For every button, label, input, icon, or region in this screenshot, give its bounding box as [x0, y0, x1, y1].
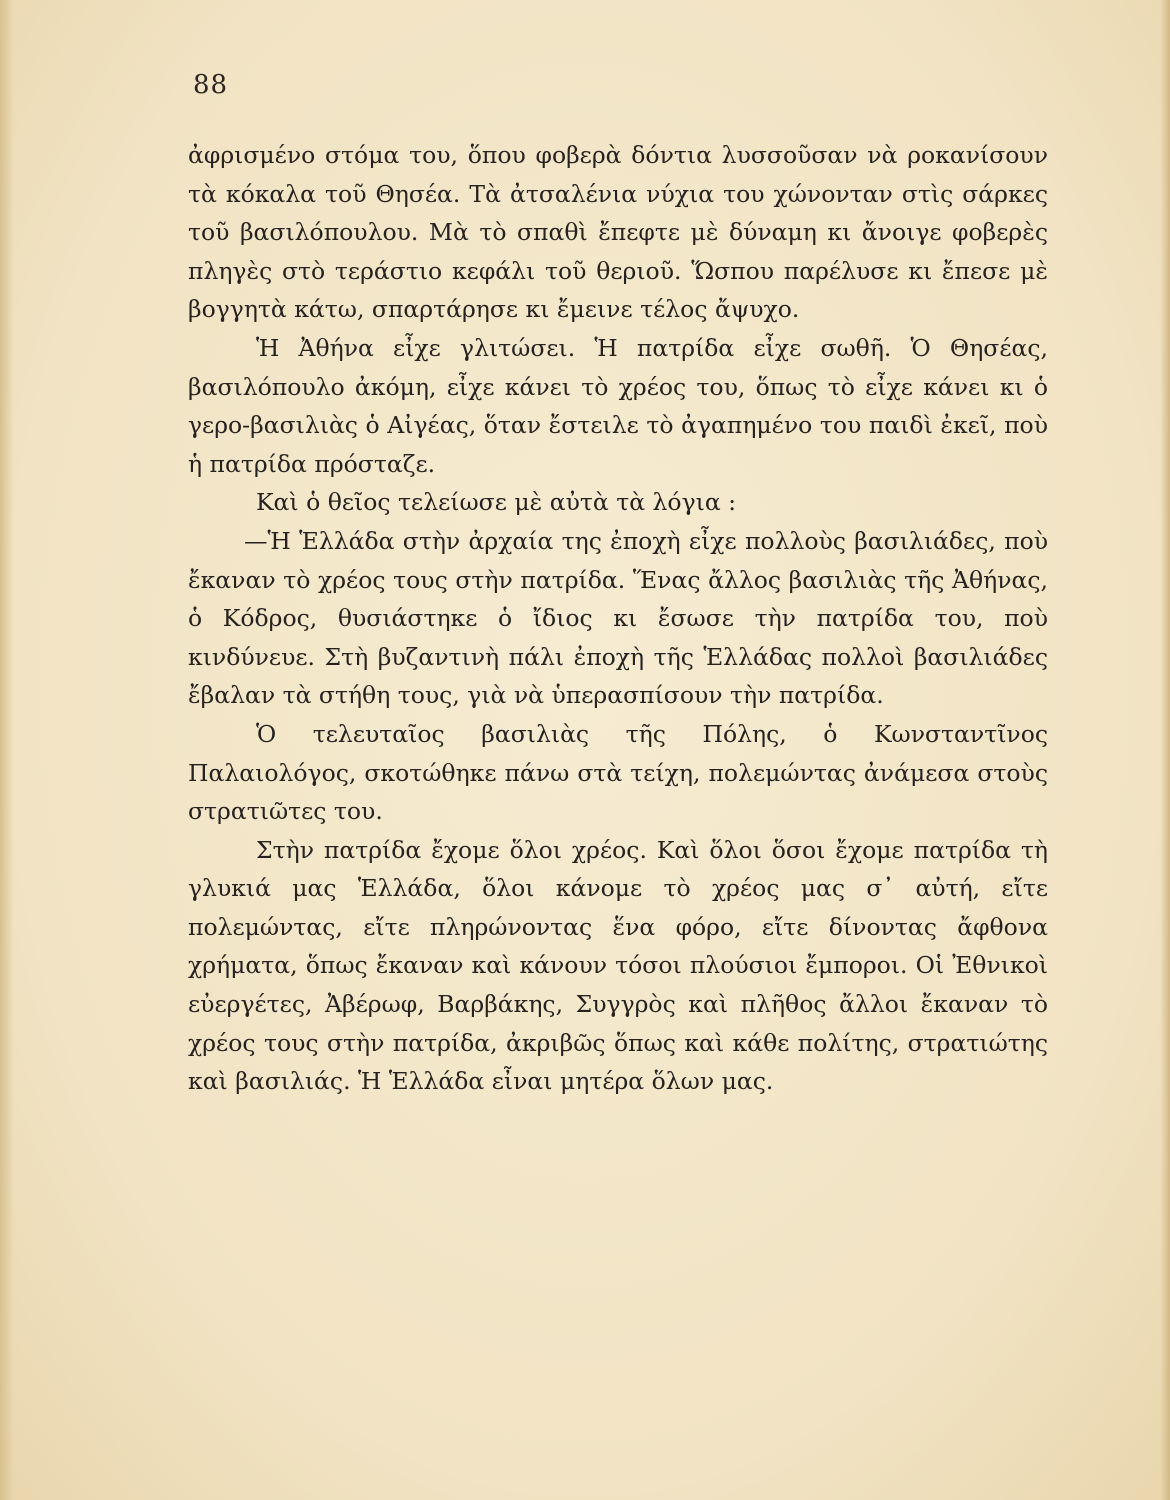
body-text [188, 136, 1048, 1101]
paragraph-continuation: ἀφρισμένο στόμα του, ὅπου φοβερὰ δόντια λυσσοῦσαν νὰ ροκανίσουν τὰ κόκαλα τοῦ Θησέα. Τὰ ἀτσαλένια νύχια του χώνονταν στὶς σάρκες τοῦ βασιλόπουλου. Μὰ τὸ σπαθὶ ἔπεφτε μὲ δύναμη κι ἄνοιγε φοβερὲς πληγὲς στὸ τεράστιο κεφάλι τοῦ θεριοῦ. Ὥσπου παρέλυσε κι ἔπεσε μὲ βογγητὰ κάτω, σπαρτάρησε κι ἔμεινε τέλος ἄψυχο. [188, 141, 1048, 324]
paragraph-dialogue: —Ἡ Ἑλλάδα στὴν ἀρχαία της ἐποχὴ εἶχε πολλοὺς βασιλιάδες, ποὺ ἔκαναν τὸ χρέος τους στὴν πατρίδα. Ἕνας ἄλλος βασιλιὰς τῆς Ἀθήνας, ὁ Κόδρος, θυσιάστηκε ὁ ἴδιος κι ἔσωσε τὴν πατρίδα του, ποὺ κινδύνευε. Στὴ βυζαντινὴ πάλι ἐποχὴ τῆς Ἑλλάδας πολλοὶ βασιλιάδες ἔβαλαν τὰ στήθη τους, γιὰ νὰ ὑπερασπίσουν τὴν πατρίδα. [188, 526, 1048, 710]
page-edge-shadow-right [1160, 0, 1170, 1500]
paragraph: Ἡ Ἀθήνα εἶχε γλιτώσει. Ἡ πατρίδα εἶχε σωθῆ. Ὁ Θησέας, βασιλόπουλο ἀκόμη, εἶχε κάνει τὸ χρέος του, ὅπως τὸ εἶχε κάνει κι ὁ γερο-βασιλιὰς ὁ Αἰγέας, ὅταν ἔστειλε τὸ ἀγαπημένο του παιδὶ ἐκεῖ, ποὺ ἡ πατρίδα πρόσταζε. [188, 333, 1048, 478]
paragraph: Στὴν πατρίδα ἔχομε ὅλοι χρέος. Καὶ ὅλοι ὅσοι ἔχομε πατρίδα τὴ γλυκιά μας Ἑλλάδα, ὅλοι κάνομε τὸ χρέος μας σ᾽ αὐτή, εἴτε πολεμώντας, εἴτε πληρώνοντας ἕνα φόρο, εἴτε δίνοντας ἄφθονα χρήματα, ὅπως ἔκαναν καὶ κάνουν τόσοι πλούσιοι ἔμποροι. Οἱ Ἐθνικοὶ εὐεργέτες, Ἀβέρωφ, Βαρβάκης, Συγγρὸς καὶ πλῆθος ἄλλοι ἔκαναν τὸ χρέος τους στὴν πατρίδα, ἀκριβῶς ὅπως καὶ κάθε πολίτης, στρατιώτης καὶ βασιλιάς. Ἡ Ἑλλάδα εἶναι μητέρα ὅλων μας. [188, 835, 1048, 1096]
page-number: 88 [193, 70, 229, 100]
page-edge-shadow-left [0, 0, 14, 1500]
paragraph: Καὶ ὁ θεῖος τελείωσε μὲ αὐτὰ τὰ λόγια : [256, 488, 737, 517]
paragraph: Ὁ τελευταῖος βασιλιὰς τῆς Πόλης, ὁ Κωνσταντῖνος Παλαιολόγος, σκοτώθηκε πάνω στὰ τείχη, πολεμώντας ἀνάμεσα στοὺς στρατιῶτες του. [188, 719, 1048, 826]
